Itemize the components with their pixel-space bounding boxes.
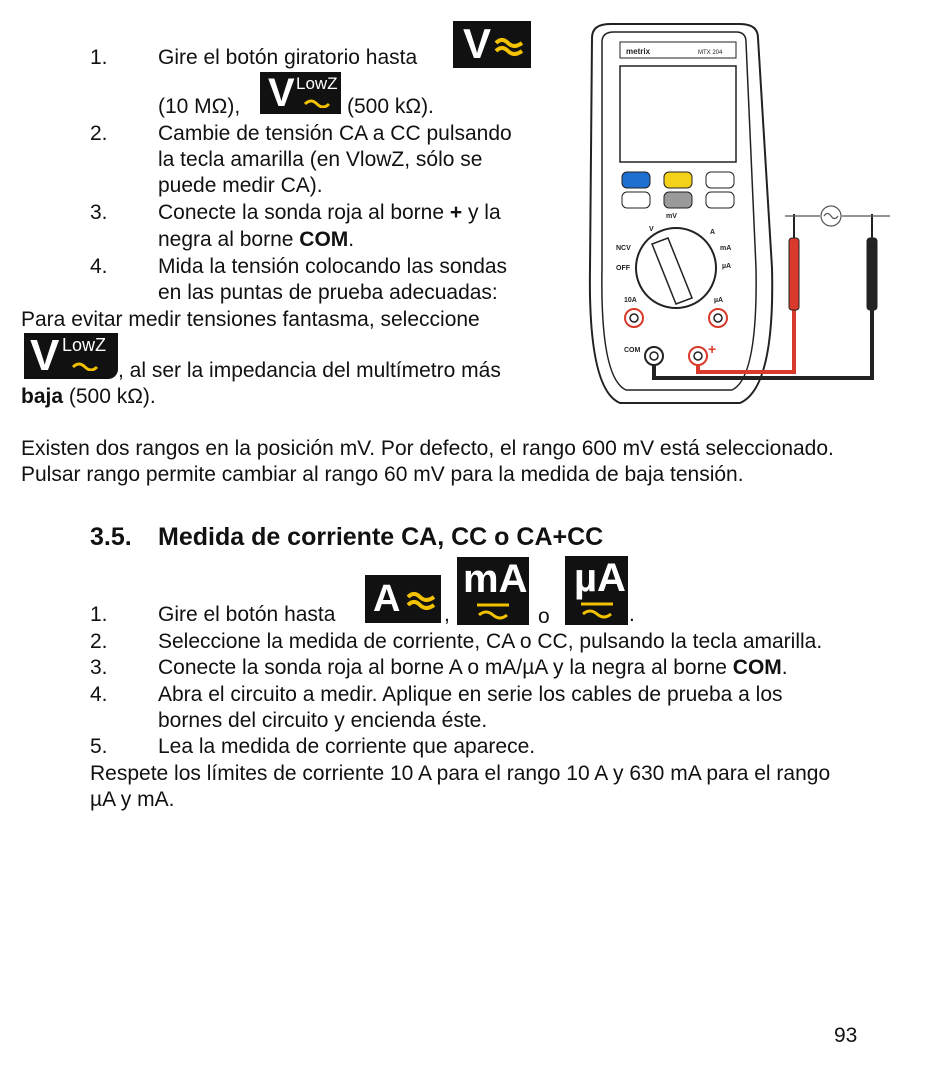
wave-icon — [405, 589, 437, 611]
note-text: Para evitar medir tensiones fantasma, seleccione — [21, 308, 480, 331]
step-text: Conecte la sonda roja al borne A o mA/µA y la negra al borne COM. — [158, 656, 788, 679]
current-ac-dc-icon: A — [365, 575, 441, 623]
white-button — [622, 192, 650, 208]
terminal-label: COM — [624, 347, 641, 354]
step-number: 2. — [90, 122, 108, 145]
step-text: puede medir CA). — [158, 174, 323, 197]
milliamp-icon: mA — [457, 557, 529, 625]
gray-button — [664, 192, 692, 208]
yellow-button — [664, 172, 692, 188]
microamp-icon: µA — [565, 556, 628, 625]
dial-label: µA — [722, 263, 732, 270]
page-number: 93 — [834, 1024, 858, 1047]
step-text: negra al borne COM. — [158, 228, 355, 251]
step-text: Seleccione la medida de corriente, CA o CC, pulsando la tecla amarilla. — [158, 630, 823, 653]
dial-label: mV — [666, 213, 677, 220]
step-number: 4. — [90, 683, 108, 706]
white-button — [706, 192, 734, 208]
section-title: Medida de corriente CA, CC o CA+CC — [158, 523, 604, 551]
wave-icon — [473, 599, 513, 623]
note-text: baja (500 kΩ). — [21, 385, 156, 408]
dial-label: OFF — [616, 265, 630, 272]
step-number: 2. — [90, 630, 108, 653]
note-text: µA y mA. — [90, 788, 175, 811]
step-number: 5. — [90, 735, 108, 758]
range-text: (10 MΩ), — [158, 95, 241, 118]
separator-text: . — [629, 603, 635, 626]
blue-button — [622, 172, 650, 188]
wave-icon — [493, 35, 525, 57]
range-text: (500 kΩ). — [347, 95, 434, 118]
step-number: 3. — [90, 656, 108, 679]
wave-icon — [70, 359, 100, 371]
red-probe — [789, 238, 799, 310]
step-text: bornes del circuito y encienda éste. — [158, 709, 488, 732]
voltage-lowz-icon: V LowZ — [260, 72, 341, 114]
separator-text: o — [538, 605, 550, 628]
step-text: Conecte la sonda roja al borne + y la — [158, 201, 501, 224]
separator-text: , — [444, 603, 450, 626]
section-number: 3.5. — [90, 523, 132, 551]
dial-label: NCV — [616, 245, 631, 252]
multimeter-brand: metrix — [626, 47, 651, 56]
step-number: 3. — [90, 201, 108, 224]
voltage-ac-dc-icon: V — [453, 21, 531, 68]
voltage-lowz-icon: V LowZ — [24, 333, 118, 379]
step-number: 1. — [90, 603, 108, 626]
terminal-label: 10A — [624, 297, 637, 304]
step-text: Lea la medida de corriente que aparece. — [158, 735, 536, 758]
step-text: Abra el circuito a medir. Aplique en serie los cables de prueba a los — [158, 683, 783, 706]
paragraph-text: Existen dos rangos en la posición mV. Por defecto, el rango 600 mV está seleccionado. — [21, 437, 834, 460]
note-text: Respete los límites de corriente 10 A para el rango 10 A y 630 mA para el rango — [90, 762, 831, 785]
white-button — [706, 172, 734, 188]
step-number: 1. — [90, 46, 108, 69]
step-number: 4. — [90, 255, 108, 278]
dial-label: V — [649, 226, 654, 233]
wave-icon — [577, 598, 617, 622]
step-text: Mida la tensión colocando las sondas — [158, 255, 508, 278]
terminal-label: + — [708, 341, 717, 357]
step-text: la tecla amarilla (en VlowZ, sólo se — [158, 148, 483, 171]
wave-icon — [302, 96, 332, 108]
black-probe — [867, 238, 877, 310]
dial-label: A — [710, 229, 716, 236]
step-text: en las puntas de prueba adecuadas: — [158, 281, 498, 304]
terminal-label: µA — [714, 297, 724, 304]
step-text: Gire el botón hasta — [158, 603, 336, 626]
step-text: Gire el botón giratorio hasta — [158, 46, 418, 69]
paragraph-text: Pulsar rango permite cambiar al rango 60 mV para la medida de baja tensión. — [21, 463, 744, 486]
dial-label: mA — [720, 245, 732, 252]
step-text: Cambie de tensión CA a CC pulsando — [158, 122, 512, 145]
multimeter-display — [620, 66, 736, 162]
multimeter-model: MTX 204 — [698, 50, 723, 56]
multimeter-illustration — [580, 18, 900, 418]
note-text: , al ser la impedancia del multímetro más — [118, 359, 501, 382]
